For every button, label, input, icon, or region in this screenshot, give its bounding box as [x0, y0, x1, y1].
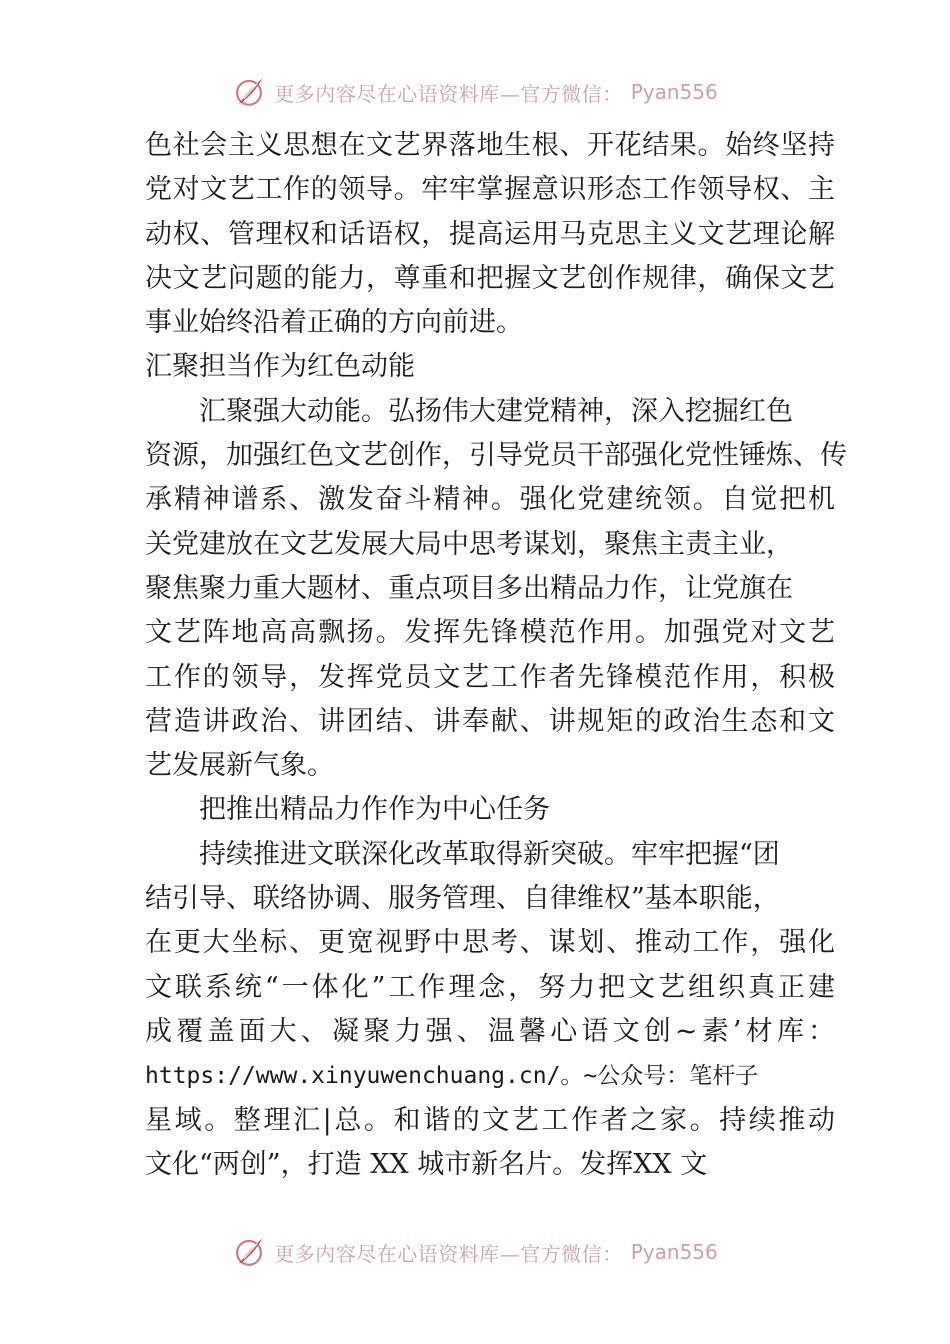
text-line: 决文艺问题的能力，尊重和把握文艺创作规律，确保文艺: [145, 262, 835, 294]
text-line: 色社会主义思想在文艺界落地生根、开花结果。始终坚持: [145, 130, 835, 161]
watermark-text: 更多内容尽在心语资料库—官方微信：: [274, 81, 623, 106]
text-line: 星域。整理汇|总。和谐的文艺工作者之家。持续推动: [145, 1104, 835, 1136]
text-line: 持续推进文联深化改革取得新突破。牢牢把握“团: [199, 838, 780, 870]
footer-watermark: [0, 1232, 950, 1272]
text-line: 在更大坐标、更宽视野中思考、谋划、推动工作，强化: [145, 927, 835, 959]
watermark-text: 更多内容尽在心语资料库—官方微信：: [274, 1241, 623, 1266]
watermark-contact: Pyan556: [630, 80, 718, 104]
text-line: 营造讲政治、讲团结、讲奉献、讲规矩的政治生态和文: [145, 705, 835, 737]
text-line: 结引导、联络协调、服务管理、自律维权”基本职能，: [145, 883, 780, 915]
section-heading: 汇聚担当作为红色动能: [145, 351, 415, 383]
header-watermark: [0, 72, 950, 112]
section-heading: 把推出精品力作作为中心任务: [199, 794, 550, 826]
text-line: 汇聚强大动能。弘扬伟大建党精神，深入挖掘红色: [199, 395, 793, 427]
text-line: 文化“两创”，打造 XX 城市新名片。发挥XX 文: [145, 1148, 708, 1180]
text-line: 关党建放在文艺发展大局中思考谋划，聚焦主责主业，: [145, 528, 793, 560]
text-line: 文联系统“一体化”工作理念，努力把文艺组织真正建: [145, 971, 835, 1003]
text-line: 党对文艺工作的领导。牢牢掌握意识形态工作领导权、主: [145, 174, 835, 206]
text-line: 聚焦聚力重大题材、重点项目多出精品力作，让党旗在: [145, 572, 793, 604]
watermark-contact: Pyan556: [630, 1240, 718, 1264]
text-line: 工作的领导，发挥党员文艺工作者先锋模范作用，积极: [145, 661, 835, 693]
quill-logo-icon: [232, 75, 266, 109]
text-line: 艺发展新气象。: [145, 750, 334, 782]
text-line: 动权、管理权和话语权，提高运用马克思主义文艺理论解: [145, 218, 835, 250]
text-line: 事业始终沿着正确的方向前进。: [145, 307, 523, 339]
text-line: 成覆盖面大、凝聚力强、温馨心语文创~素’材库：: [145, 1015, 835, 1047]
body-text: [145, 124, 847, 1187]
text-line: 资源，加强红色文艺创作，引导党员干部强化党性锤炼、传: [145, 440, 847, 472]
url-line: https://www.xinyuwenchuang.cn/。~公众号：笔杆子: [145, 1063, 759, 1090]
text-line: 承精神谱系、激发奋斗精神。强化党建统领。自觉把机: [145, 484, 835, 516]
quill-logo-icon: [232, 1235, 266, 1269]
text-line: 文艺阵地高高飘扬。发挥先锋模范作用。加强党对文艺: [145, 617, 835, 649]
